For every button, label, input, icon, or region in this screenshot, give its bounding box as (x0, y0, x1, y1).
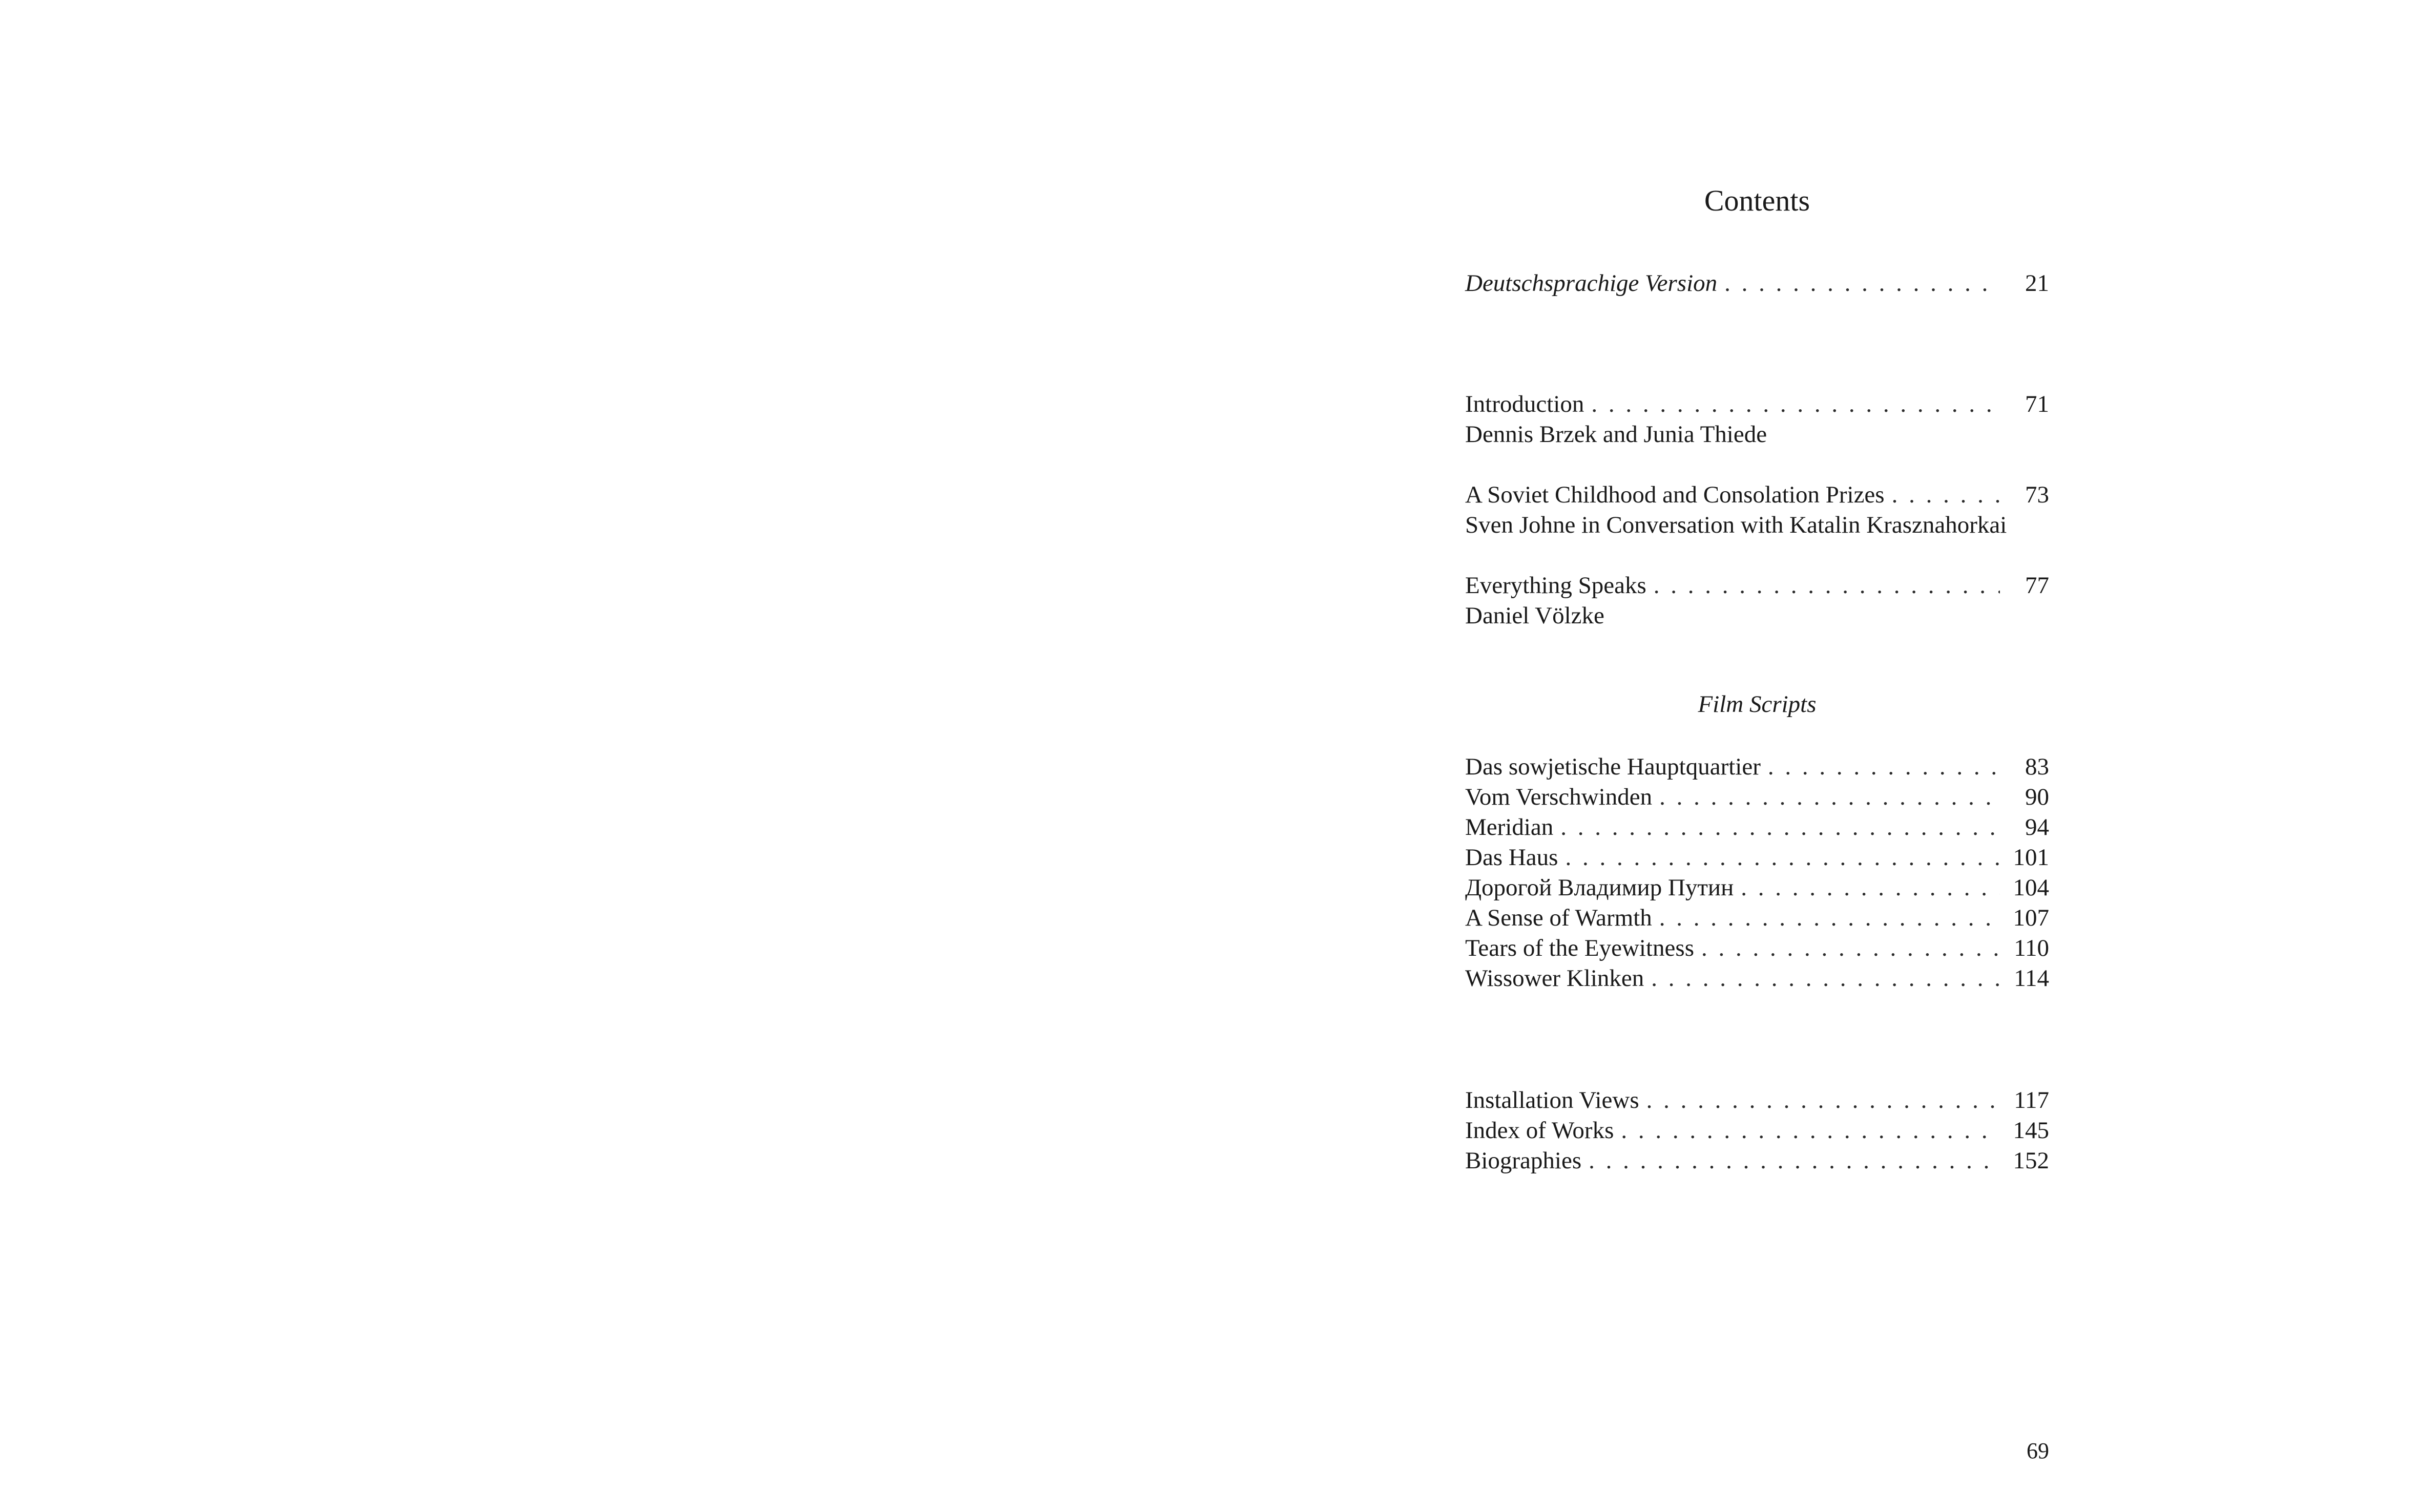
toc-entry-title: Vom Verschwinden (1465, 784, 1653, 810)
toc-entry-page: 71 (2025, 391, 2049, 417)
toc-entry-film-script[interactable] (1465, 903, 2049, 933)
toc-entry-film-script[interactable] (1465, 963, 2049, 994)
toc-entry-title: Дорогой Владимир Путин (1465, 874, 1734, 901)
toc-entry-german-version[interactable] (1465, 268, 2049, 299)
toc-entry-title: Meridian (1465, 814, 1554, 841)
dot-leader (1885, 480, 2000, 510)
dot-leader (1584, 389, 2000, 419)
toc-entry-index-of-works[interactable] (1465, 1116, 2049, 1146)
toc-entry-film-script[interactable] (1465, 873, 2049, 903)
toc-german-version (1465, 268, 2049, 299)
dot-leader (1553, 812, 2000, 843)
toc-entry-title: Index of Works (1465, 1117, 1614, 1144)
toc-essay-soviet-childhood (1465, 480, 2049, 540)
toc-entry-title: Wissower Klinken (1465, 965, 1644, 992)
dot-leader (1652, 782, 2000, 812)
dot-leader (1694, 933, 2000, 963)
toc-entry-film-script[interactable] (1465, 752, 2049, 782)
toc-entry-page: 77 (2025, 572, 2049, 599)
toc-entry-page: 145 (2013, 1117, 2049, 1144)
toc-entry-title: A Soviet Childhood and Consolation Prizes (1465, 481, 1885, 508)
toc-entry-page: 114 (2014, 965, 2049, 992)
toc-entry-title: Introduction (1465, 391, 1584, 417)
toc-entry-page: 90 (2025, 784, 2049, 810)
toc-entry-biographies[interactable] (1465, 1146, 2049, 1176)
dot-leader (1558, 843, 2000, 873)
dot-leader (1761, 752, 2000, 782)
toc-entry-everything-speaks[interactable] (1465, 571, 2049, 601)
dot-leader (1717, 268, 2000, 299)
toc-entry-installation-views[interactable] (1465, 1085, 2049, 1116)
dot-leader (1734, 873, 2000, 903)
toc-entry-byline: Daniel Völzke (1465, 602, 1604, 629)
toc-entry-title: Biographies (1465, 1147, 1582, 1174)
toc-entry-title: Das Haus (1465, 844, 1558, 871)
toc-entry-page: 94 (2025, 814, 2049, 841)
toc-entry-title: Das sowjetische Hauptquartier (1465, 753, 1761, 780)
contents-title: Contents (1704, 184, 1810, 217)
toc-entry-title: Everything Speaks (1465, 572, 1646, 599)
toc-entry-byline: Sven Johne in Conversation with Katalin Krasznahorkai (1465, 512, 2007, 538)
toc-entry-page: 152 (2013, 1147, 2049, 1174)
toc-entry-page: 73 (2025, 481, 2049, 508)
toc-entry-page: 117 (2014, 1087, 2049, 1114)
toc-entry-film-script[interactable] (1465, 812, 2049, 843)
toc-entry-soviet-childhood[interactable] (1465, 480, 2049, 510)
toc-film-scripts (1465, 752, 2049, 994)
dot-leader (1644, 963, 2000, 994)
toc-entry-film-script[interactable] (1465, 782, 2049, 812)
toc-essay-introduction (1465, 389, 2049, 450)
toc-entry-title: Installation Views (1465, 1087, 1639, 1114)
dot-leader (1581, 1146, 2000, 1176)
toc-entry-page: 110 (2014, 935, 2049, 961)
toc-entry-byline: Dennis Brzek and Junia Thiede (1465, 421, 1767, 448)
dot-leader (1646, 571, 2000, 601)
toc-entry-page: 101 (2013, 844, 2049, 871)
toc-entry-introduction[interactable] (1465, 389, 2049, 419)
dot-leader (1639, 1085, 2000, 1116)
toc-entry-film-script[interactable] (1465, 933, 2049, 963)
dot-leader (1652, 903, 2000, 933)
dot-leader (1614, 1116, 2000, 1146)
toc-entry-page: 83 (2025, 753, 2049, 780)
toc-entry-page: 104 (2013, 874, 2049, 901)
toc-essay-everything-speaks (1465, 571, 2049, 631)
toc-entry-film-script[interactable] (1465, 843, 2049, 873)
toc-entry-title: Tears of the Eyewitness (1465, 935, 1694, 961)
toc-entry-page: 107 (2013, 905, 2049, 931)
toc-entry-title: Deutschsprachige Version (1465, 270, 1718, 297)
toc-appendix (1465, 1085, 2049, 1176)
page-number: 69 (2027, 1438, 2049, 1463)
toc-entry-page: 21 (2025, 270, 2049, 297)
section-heading-film-scripts: Film Scripts (1698, 691, 1817, 718)
toc-entry-title: A Sense of Warmth (1465, 905, 1652, 931)
